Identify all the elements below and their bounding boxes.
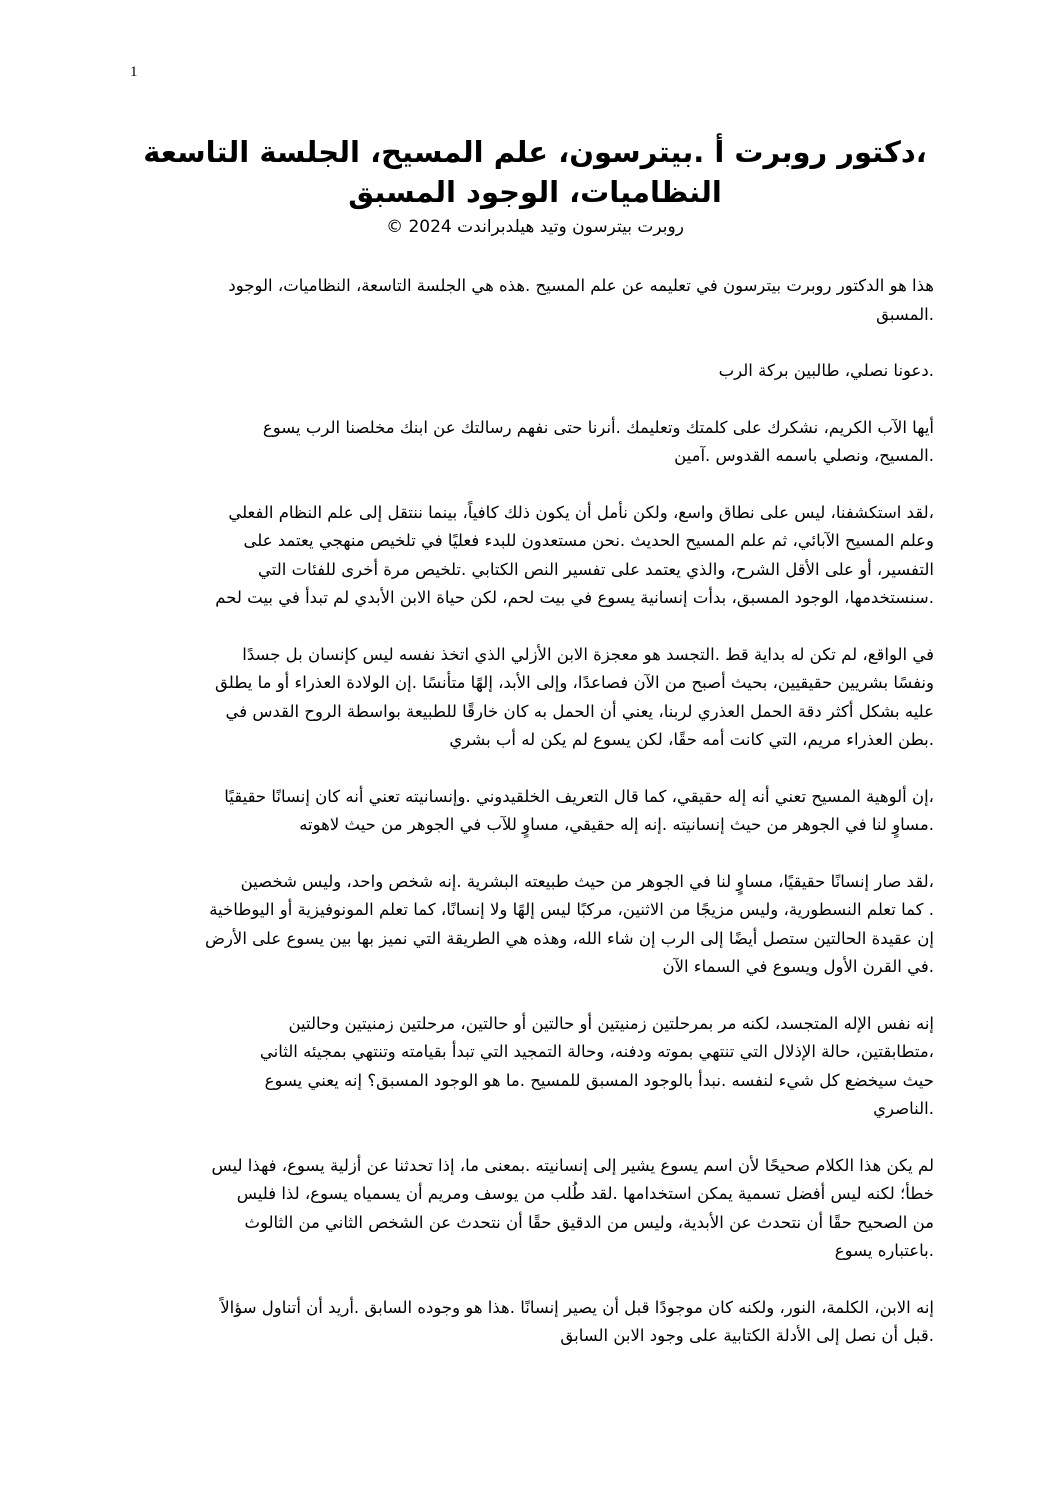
paragraph-line: .بطن العذراء مريم، التي كانت أمه حقًا، لكن يسوع لم يكن له أب بشري [449, 730, 934, 749]
paragraph [128, 414, 934, 471]
paragraph-line: خطأ؛ لكنه ليس أفضل تسمية يمكن استخدامها .لقد طُلب من يوسف ومريم أن يسمياه يسوع، لذا فليس [236, 1184, 934, 1203]
document-title-line-2: النظاميات، الوجود المسبق [348, 175, 722, 209]
paragraph-line: .مساوٍ لنا في الجوهر من حيث إنسانيته .إنه إله حقيقي، مساوٍ للآب في الجوهر من حيث لاهوته [299, 815, 934, 834]
paragraph [128, 783, 934, 840]
paragraph [128, 1010, 934, 1124]
page-number: 1 [130, 64, 138, 80]
paragraph-line: .الناصري [873, 1099, 934, 1118]
paragraph-line: من الصحيح حقًا أن نتحدث عن الأبدية، وليس من الدقيق حقًا أن نتحدث عن الشخص الثاني من الثالوث [244, 1212, 934, 1232]
paragraph-line: .المسبق [876, 304, 934, 324]
paragraph-line: حيث سيخضع كل شيء لنفسه .نبدأ بالوجود المسبق للمسيح .ما هو الوجود المسبق؟ إنه يعني يسوع [264, 1070, 934, 1090]
paragraph-line: .سنستخدمها، الوجود المسبق، بدأت إنسانية يسوع في بيت لحم، لكن حياة الابن الأبدي لم تبدأ في بيت لحم [215, 588, 934, 607]
paragraph [128, 499, 934, 613]
paragraph-line: .في القرن الأول ويسوع في السماء الآن [662, 957, 934, 976]
paragraph-line: ونفسًا بشريين حقيقيين، بحيث أصبح من الآن فصاعدًا، وإلى الأبد، إلهًا متأنسًا .إن الولادة العذراء أو ما يطلق [214, 673, 934, 692]
paragraph [128, 272, 934, 329]
paragraph [128, 1294, 934, 1351]
paragraph-line: ،لقد صار إنسانًا حقيقيًا، مساوٍ لنا في الجوهر من حيث طبيعته البشرية .إنه شخص واحد، وليس شخصين [240, 871, 934, 891]
paragraph-line: .قبل أن نصل إلى الأدلة الكتابية على وجود الابن السابق [560, 1326, 934, 1345]
paragraph-line: إنه نفس الإله المتجسد، لكنه مر بمرحلتين زمنيتين أو حالتين أو حالتين، مرحلتين زمنيتين وحالتين [288, 1013, 934, 1033]
paragraph [128, 868, 934, 982]
paragraph-line: وعلم المسيح الآبائي، ثم علم المسيح الحديث .نحن مستعدون للبدء فعليًا في تلخيص منهجي يعتمد على [243, 531, 934, 550]
paragraph-line: ،متطابقتين، حالة الإذلال التي تنتهي بموته ودفنه، وحالة التمجيد التي تبدأ بقيامته وتنتهي بمجيئه الثاني [259, 1042, 934, 1061]
paragraph-line: إن عقيدة الحالتين ستصل أيضًا إلى الرب إن شاء الله، وهذه هي الطريقة التي نميز بها بين يسوع على الأرض [205, 928, 934, 948]
paragraph-line: ،لقد استكشفنا، ليس على نطاق واسع، ولكن نأمل أن يكون ذلك كافياً، بينما ننتقل إلى علم النظام الفعلي [228, 502, 934, 522]
paragraph-line: عليه بشكل أكثر دقة الحمل العذري لربنا، يعني أن الحمل به كان خارقًا للطبيعة بواسطة الروح القدس في [225, 701, 934, 721]
paragraph-line: التفسير، أو على الأقل الشرح، والذي يعتمد على تفسير النص الكتابي .تلخيص مرة أخرى للفئات التي [258, 559, 934, 579]
paragraph-line: لم يكن هذا الكلام صحيحًا لأن اسم يسوع يشير إلى إنسانيته .بمعنى ما، إذا تحدثنا عن أزلية يسوع، فهذا ليس [211, 1155, 934, 1175]
paragraph-line: في الواقع، لم تكن له بداية قط .التجسد هو معجزة الابن الأزلي الذي اتخذ نفسه ليس كإنسان بل جسدًا [242, 644, 934, 664]
paragraph-line: .باعتباره يسوع [834, 1241, 934, 1260]
paragraph [128, 1152, 934, 1266]
document-title-block [140, 132, 930, 240]
paragraph-line: هذا هو الدكتور روبرت بيترسون في تعليمه عن علم المسيح .هذه هي الجلسة التاسعة، النظاميات، الوجود [228, 276, 934, 295]
document-body [128, 272, 934, 1379]
paragraph-line: .دعونا نصلي، طالبين بركة الرب [718, 361, 934, 380]
copyright-line: روبرت بيترسون وتيد هيلدبراندت 2024 © [386, 217, 684, 237]
paragraph-line: .المسيح، ونصلي باسمه القدوس .آمين [674, 446, 934, 465]
paragraph [128, 641, 934, 755]
paragraph [128, 357, 934, 386]
paragraph-line: أيها الآب الكريم، نشكرك على كلمتك وتعليمك .أنرنا حتى نفهم رسالتك عن ابنك مخلصنا الرب يسوع [262, 417, 934, 437]
paragraph-line: إنه الابن، الكلمة، النور، ولكنه كان موجودًا قبل أن يصير إنسانًا .هذا هو وجوده السابق .أريد أن أتناول سؤالاً [220, 1297, 934, 1317]
paragraph-line: ،إن ألوهية المسيح تعني أنه إله حقيقي، كما قال التعريف الخلقيدوني .وإنسانيته تعني أنه كان إنسانًا حقيقيًا [224, 786, 934, 806]
document-title-line-1: ،دكتور روبرت أ .بيترسون، علم المسيح، الجلسة التاسعة [143, 135, 927, 169]
paragraph-line: . كما تعلم النسطورية، وليس مزيجًا من الاثنين، مركبًا ليس إلهًا ولا إنسانًا، كما تعلم المونوفيزية أو اليوطاخية [209, 900, 934, 919]
